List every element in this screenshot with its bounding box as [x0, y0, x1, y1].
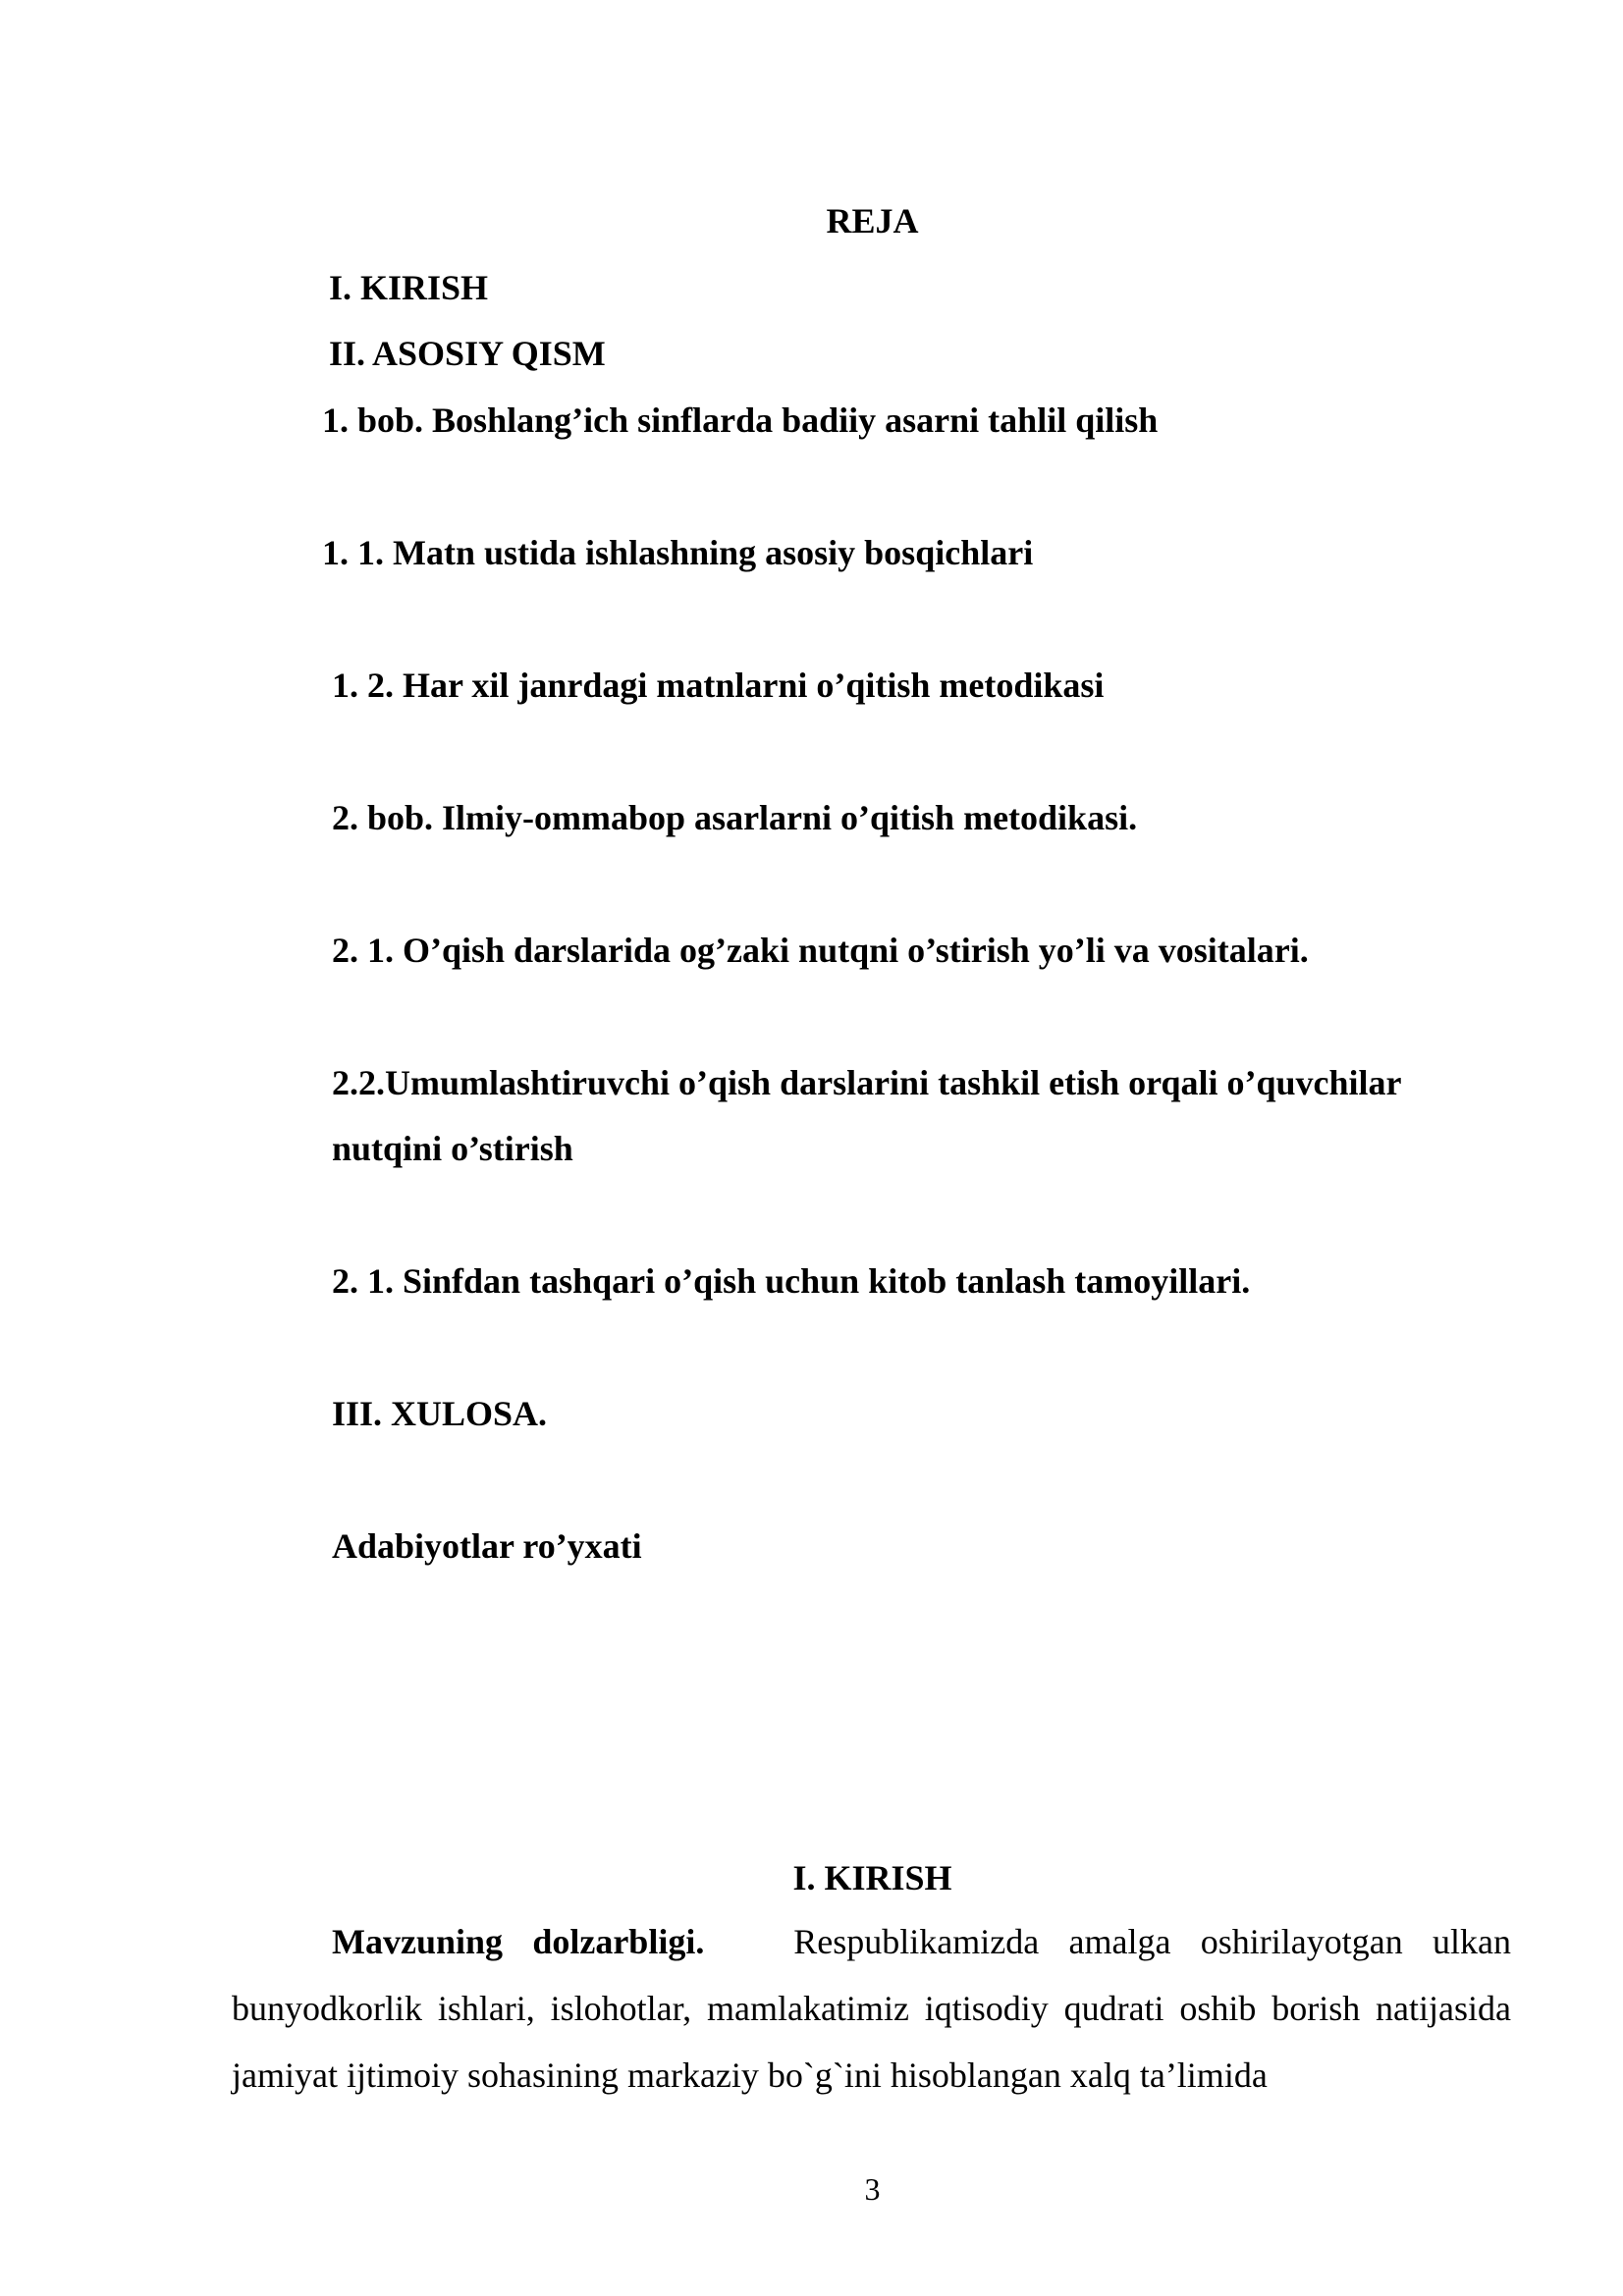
plan-item-section-2-1b: 2. 1. Sinfdan tashqari o’qish uchun kitob tanlash tamoyillari. — [332, 1261, 1251, 1301]
intro-lead: Mavzuning dolzarbligi. — [332, 1922, 705, 1961]
plan-item-main-part: II. ASOSIY QISM — [329, 334, 606, 373]
plan-item-conclusion: III. XULOSA. — [332, 1394, 548, 1433]
plan-title: REJA — [826, 201, 919, 240]
plan-item-chapter-2: 2. bob. Ilmiy-ommabop asarlarni o’qitish metodikasi. — [332, 798, 1138, 837]
plan-item-section-2-2-cont: nutqini o’stirish — [332, 1129, 573, 1168]
intro-heading: I. KIRISH — [792, 1858, 952, 1897]
plan-item-section-1-1: 1. 1. Matn ustida ishlashning asosiy bosqichlari — [322, 533, 1034, 572]
plan-item-references: Adabiyotlar ro’yxati — [332, 1526, 642, 1566]
plan-item-section-1-2: 1. 2. Har xil janrdagi matnlarni o’qitish metodikasi — [332, 666, 1105, 705]
intro-text: Respublikamizda amalga oshirilayotgan ulkan bunyodkorlik ishlari, islohotlar, mamlakatimiz iqtisodiy qudrati oshib borish natijasida jamiyat ijtimoiy sohasining markaziy bo`g`ini hisoblangan xalq ta’limida — [232, 1922, 1512, 2095]
plan-item-chapter-1: 1. bob. Boshlang’ich sinflarda badiiy asarni tahlil qilish — [322, 400, 1159, 440]
intro-paragraph — [232, 1908, 1511, 2109]
plan-item-section-2-2: 2.2.Umumlashtiruvchi o’qish darslarini tashkil etish orqali o’quvchilar — [332, 1063, 1402, 1102]
plan-item-section-2-1: 2. 1. O’qish darslarida og’zaki nutqni o’stirish yo’li va vositalari. — [332, 931, 1309, 970]
plan-item-intro: I. KIRISH — [329, 268, 489, 307]
page-number: 3 — [864, 2171, 881, 2207]
